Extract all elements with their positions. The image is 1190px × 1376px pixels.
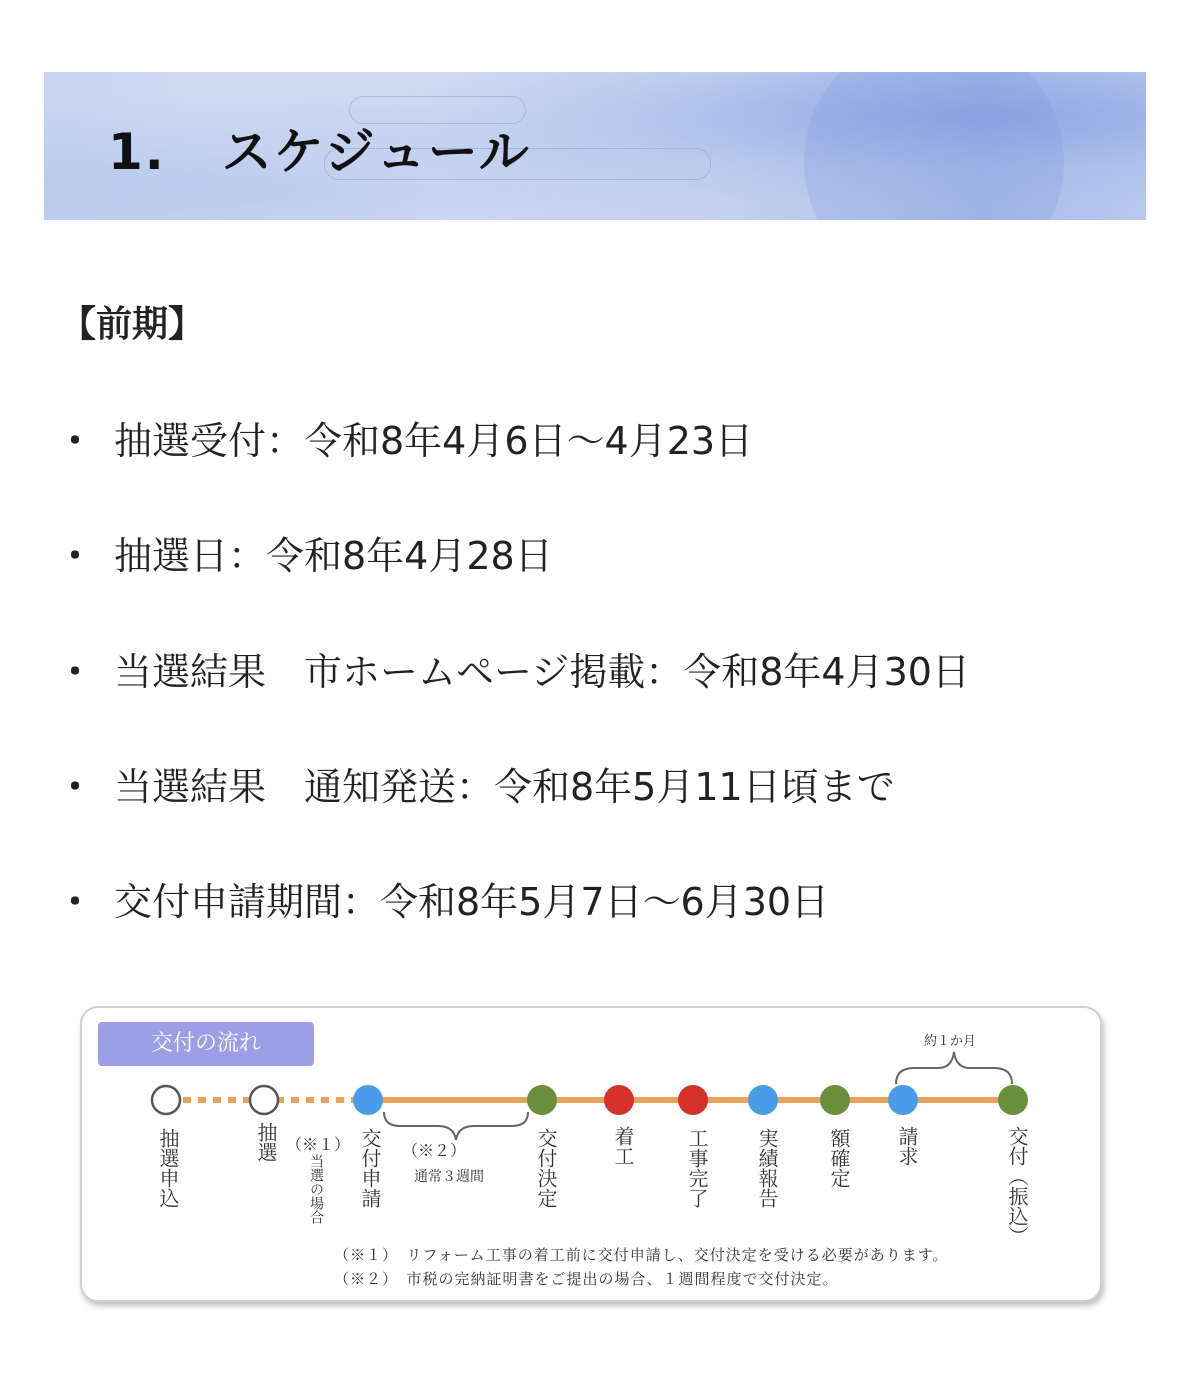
step-label: 着工: [611, 1126, 635, 1166]
step-label: 抽選: [254, 1122, 278, 1162]
mark1-sublabel: 当選の場合: [308, 1154, 324, 1224]
section-title-text: スケジュール: [221, 123, 531, 181]
schedule-text: 抽選受付：令和8年4月6日～4月23日: [114, 419, 754, 463]
bullet: ・: [56, 765, 95, 809]
mark2-sublabel: 通常３週間: [414, 1169, 484, 1185]
brace-mark2: [384, 1112, 528, 1140]
step-label: 工事完了: [685, 1128, 709, 1208]
period-heading: 【前期】: [60, 304, 205, 345]
schedule-item: [56, 410, 753, 465]
bullet: ・: [56, 534, 95, 578]
step-label: 実績報告: [755, 1128, 779, 1208]
footnote-1: （※１） リフォーム工事の着工前に交付申請し、交付決定を受ける必要があります。: [334, 1246, 949, 1264]
step-circle-9: [888, 1085, 918, 1115]
step-label: 交付（振込）: [1005, 1126, 1029, 1246]
step-circle-10: [998, 1085, 1028, 1115]
step-label: 請求: [895, 1126, 919, 1166]
mark1-label: （※１）: [286, 1135, 351, 1154]
banner-decoration: [804, 72, 1064, 220]
bullet: ・: [56, 419, 95, 463]
step-circle-1: [152, 1086, 180, 1114]
section-header-banner: [44, 72, 1146, 220]
step-label: 抽選申込: [156, 1128, 180, 1208]
month-label: 約１か月: [924, 1034, 977, 1049]
step-label: 交付決定: [534, 1128, 558, 1208]
flow-title: 交付の流れ: [98, 1022, 314, 1066]
step-circle-7: [748, 1085, 778, 1115]
schedule-text: 当選結果 市ホームページ掲載：令和8年4月30日: [114, 650, 970, 694]
schedule-text: 交付申請期間：令和8年5月7日～6月30日: [114, 880, 830, 924]
brace-month: [896, 1052, 1012, 1084]
step-circle-2: [250, 1086, 278, 1114]
bullet: ・: [56, 650, 95, 694]
schedule-item: [56, 525, 553, 580]
schedule-item: [56, 871, 829, 926]
footnote-2: （※２） 市税の完納証明書をご提出の場合、１週間程度で交付決定。: [334, 1270, 839, 1288]
step-circle-6: [678, 1085, 708, 1115]
schedule-text: 抽選日：令和8年4月28日: [114, 534, 553, 578]
step-circle-4: [527, 1085, 557, 1115]
step-circle-5: [604, 1085, 634, 1115]
step-circle-3: [353, 1085, 383, 1115]
flow-diagram: [80, 1006, 1102, 1302]
section-title: [108, 112, 531, 184]
step-label: 額確定: [827, 1128, 851, 1188]
schedule-item: [56, 641, 970, 696]
schedule-text: 当選結果 通知発送：令和8年5月11日頃まで: [114, 765, 895, 809]
step-circle-8: [820, 1085, 850, 1115]
step-label: 交付申請: [358, 1128, 382, 1208]
section-number: 1.: [108, 123, 166, 181]
schedule-item: [56, 756, 895, 811]
bullet: ・: [56, 880, 95, 924]
mark2-label: （※２）: [402, 1141, 467, 1160]
